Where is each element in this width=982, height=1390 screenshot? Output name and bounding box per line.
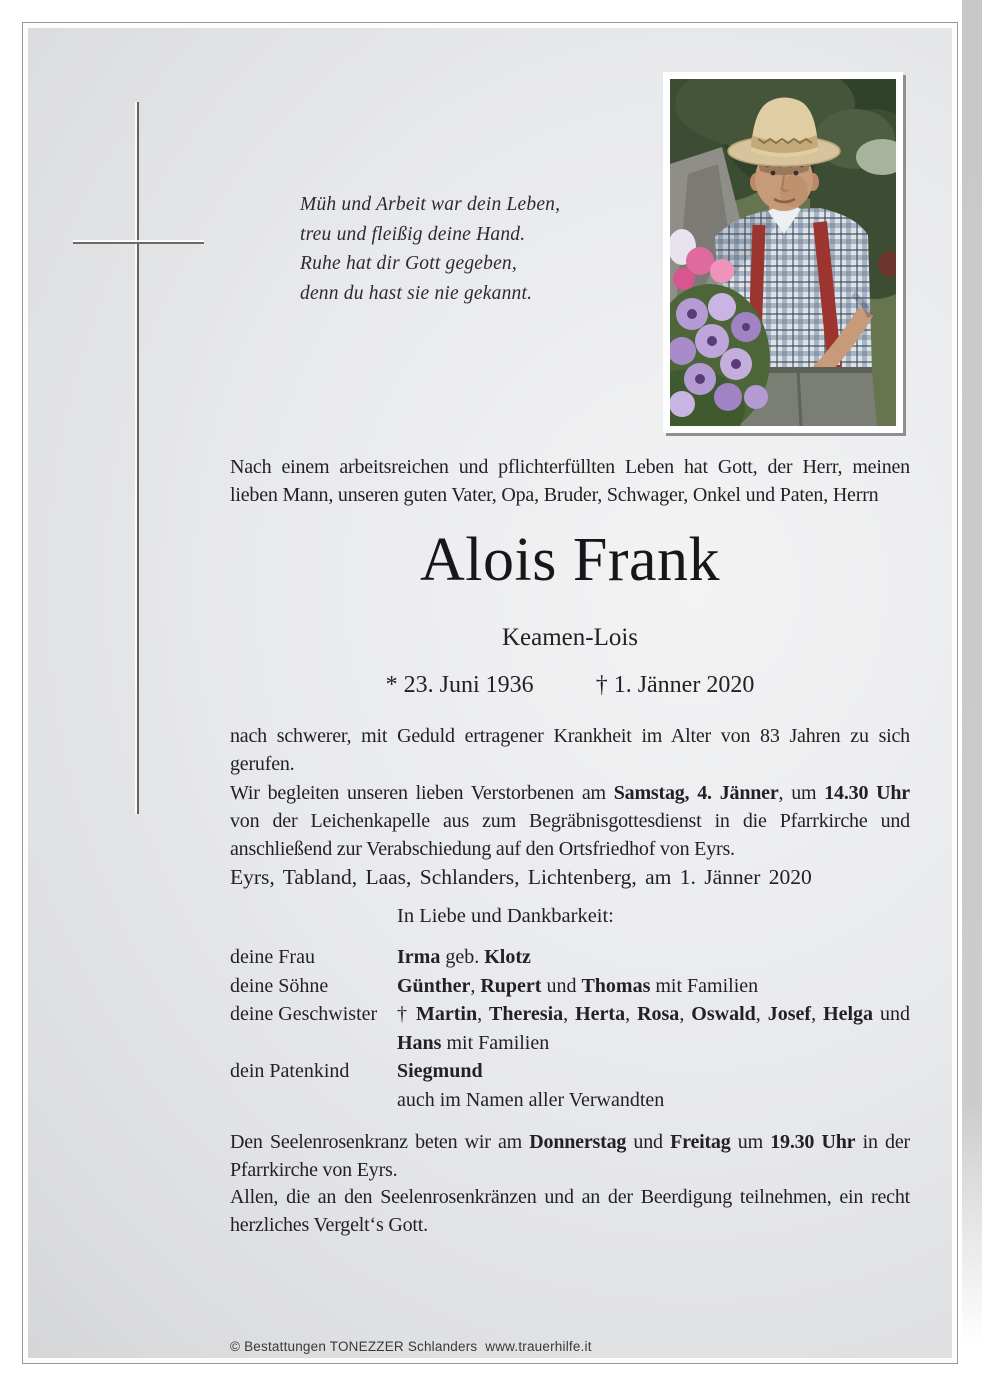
family-names: Günther, Rupert und Thomas mit Familien [397,974,759,997]
family-names: † Martin, Theresia, Herta, Rosa, Oswald, Josef, Helga und Hans mit Familien [397,1003,911,1054]
family-relation-label: deine Söhne [230,974,329,997]
pink-petunia [710,259,734,283]
eye [771,171,776,176]
purple-petunia [670,391,695,417]
funeral-home-credit: © Bestattungen TONEZZER Schlanders www.trauerhilfe.it [230,1339,592,1354]
poem-line: Ruhe hat dir Gott gegeben, [300,253,517,274]
petunia-center [695,374,705,384]
family-names: Siegmund [397,1060,483,1082]
family-row [230,1000,910,1057]
rosary-paragraph: Den Seelenrosenkranz beten wir am Donnerstag und Freitag um 19.30 Uhr in der Pfarrkirche von Eyrs. [230,1131,910,1181]
gratitude-heading: In Liebe und Dankbarkeit: [397,905,614,927]
thanks-paragraph: Allen, die an den Seelenrosenkränzen und an der Beerdigung teilnehmen, ein recht herzliches Vergelt‘s Gott. [230,1186,910,1236]
family-row [230,1086,910,1115]
poem-line: denn du hast sie nie gekannt. [300,282,533,304]
intro-paragraph: Nach einem arbeitsreichen und pflichterfüllten Leben hat Gott, der Herr, meinen lieben Mann, unseren guten Vater, Opa, Bruder, Schwager, Onkel und Paten, Herrn [230,456,910,506]
cross-icon-crossbar [73,242,204,244]
family-list [230,943,910,1114]
card-panel [28,28,952,1358]
poem-line: Müh und Arbeit war dein Leben, [300,194,561,215]
purple-petunia [708,293,736,321]
pink-petunia [673,268,695,290]
page-edge-shadow [962,0,982,1345]
deceased-nickname: Keamen-Lois [501,624,639,651]
family-names: auch im Namen aller Verwandten [397,1088,665,1111]
illness-paragraph: nach schwerer, mit Geduld ertragener Krankheit im Alter von 83 Jahren zu sich gerufen. [230,725,910,775]
purple-petunia [744,385,768,409]
obituary-card [22,22,958,1364]
memorial-poem [300,190,560,308]
petunia-center [742,323,750,331]
purple-petunia [714,383,742,411]
poem-line: treu und fleißig deine Hand. [300,223,526,245]
petunia-center [707,336,717,346]
funeral-paragraph: Wir begleiten unseren lieben Verstorbenen am Samstag, 4. Jänner, um 14.30 Uhr von der Leichenkapelle aus zum Begräbnisgottesdienst in die Pfarrkirche und anschließend zur Verabschiedung auf den Ortsfriedhof von Eyrs. [230,782,910,860]
birth-date: * 23. Juni 1936 [385,672,534,698]
family-names: Irma geb. Klotz [397,946,531,968]
life-dates [230,672,910,699]
family-relation-label [230,1086,397,1115]
family-relation-label: deine Geschwister [230,1003,378,1025]
family-row [230,943,910,972]
death-date: † 1. Jänner 2020 [595,672,755,698]
family-row [230,1057,910,1086]
portrait-photo [663,72,903,433]
eye [794,171,799,176]
family-relation-label: dein Patenkind [230,1060,350,1082]
places-date-line: Eyrs, Tabland, Laas, Schlanders, Lichtenberg, am 1. Jänner 2020 [230,865,812,889]
portrait-photo-illustration [670,79,896,426]
petunia-center [731,359,741,369]
deceased-name: Alois Frank [420,526,720,594]
cross-icon [137,102,139,814]
family-row [230,972,910,1001]
family-relation-label: deine Frau [230,946,315,968]
petunia-center [687,309,697,319]
